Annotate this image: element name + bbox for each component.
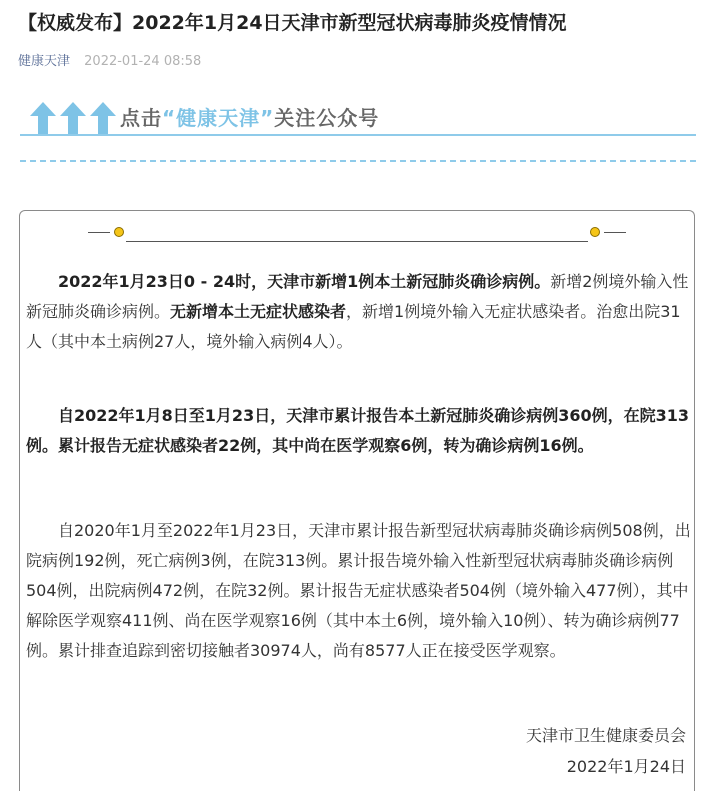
follow-prefix: 点击 <box>120 106 162 130</box>
account-name-link[interactable]: 健康天津 <box>18 54 71 69</box>
follow-suffix: 关注公众号 <box>274 106 380 130</box>
dot-icon <box>590 227 600 237</box>
deco-stub-right <box>604 232 626 233</box>
daily-imported: 新增2例境外输入性新冠肺炎确诊病例。 <box>26 272 689 321</box>
deco-stub-left <box>88 232 110 233</box>
outbreak-summary: 自2022年1月8日至1月23日，天津市累计报告本土新冠肺炎确诊病例360例，在院313例。累计报告无症状感染者22例，其中尚在医学观察6例，转为确诊病例16例。 <box>26 406 689 455</box>
article-title: 【权威发布】2022年1月24日天津市新型冠状病毒肺炎疫情情况 <box>18 12 567 34</box>
follow-prompt <box>120 104 379 132</box>
banner-underline <box>20 134 696 136</box>
publish-time: 2022-01-24 08:58 <box>84 54 202 69</box>
daily-recovered: ，新增1例境外输入无症状感染者。治愈出院31人（其中本土病例27人，境外输入病例4人）。 <box>26 302 681 351</box>
daily-no-asymptomatic: 无新增本土无症状感染者 <box>170 302 347 321</box>
dashed-divider <box>20 160 696 162</box>
signature-date: 2022年1月24日 <box>566 757 686 776</box>
up-arrow-icon <box>30 102 56 136</box>
decorative-header-line <box>88 225 628 241</box>
paragraph-outbreak-cumulative <box>26 401 692 461</box>
up-arrow-icon <box>60 102 86 136</box>
dot-icon <box>114 227 124 237</box>
daily-new-local: 2022年1月23日0 - 24时，天津市新增1例本土新冠肺炎确诊病例。 <box>58 272 551 291</box>
up-arrow-icon <box>90 102 116 136</box>
signature-org: 天津市卫生健康委员会 <box>525 726 686 745</box>
deco-long-line <box>126 241 588 242</box>
follow-account: “健康天津” <box>162 106 275 130</box>
follow-banner[interactable] <box>20 98 696 140</box>
article-meta <box>18 52 201 72</box>
paragraph-overall-cumulative: 自2020年1月至2022年1月23日，天津市累计报告新型冠状病毒肺炎确诊病例508例，出院病例192例，死亡病例3例，在院313例。累计报告境外输入性新型冠状病毒肺炎确诊病例504例，出院病例472例，在院32例。累计报告无症状感染者504例（境外输入477例），其中解除医学观察411例、尚在医学观察16例（其中本土6例，境外输入10例）、转为确诊病例77例。累计排查追踪到密切接触者30974人，尚有8577人正在接受医学观察。 <box>26 521 691 660</box>
paragraph-daily-update <box>26 267 692 357</box>
content-card <box>19 210 695 791</box>
